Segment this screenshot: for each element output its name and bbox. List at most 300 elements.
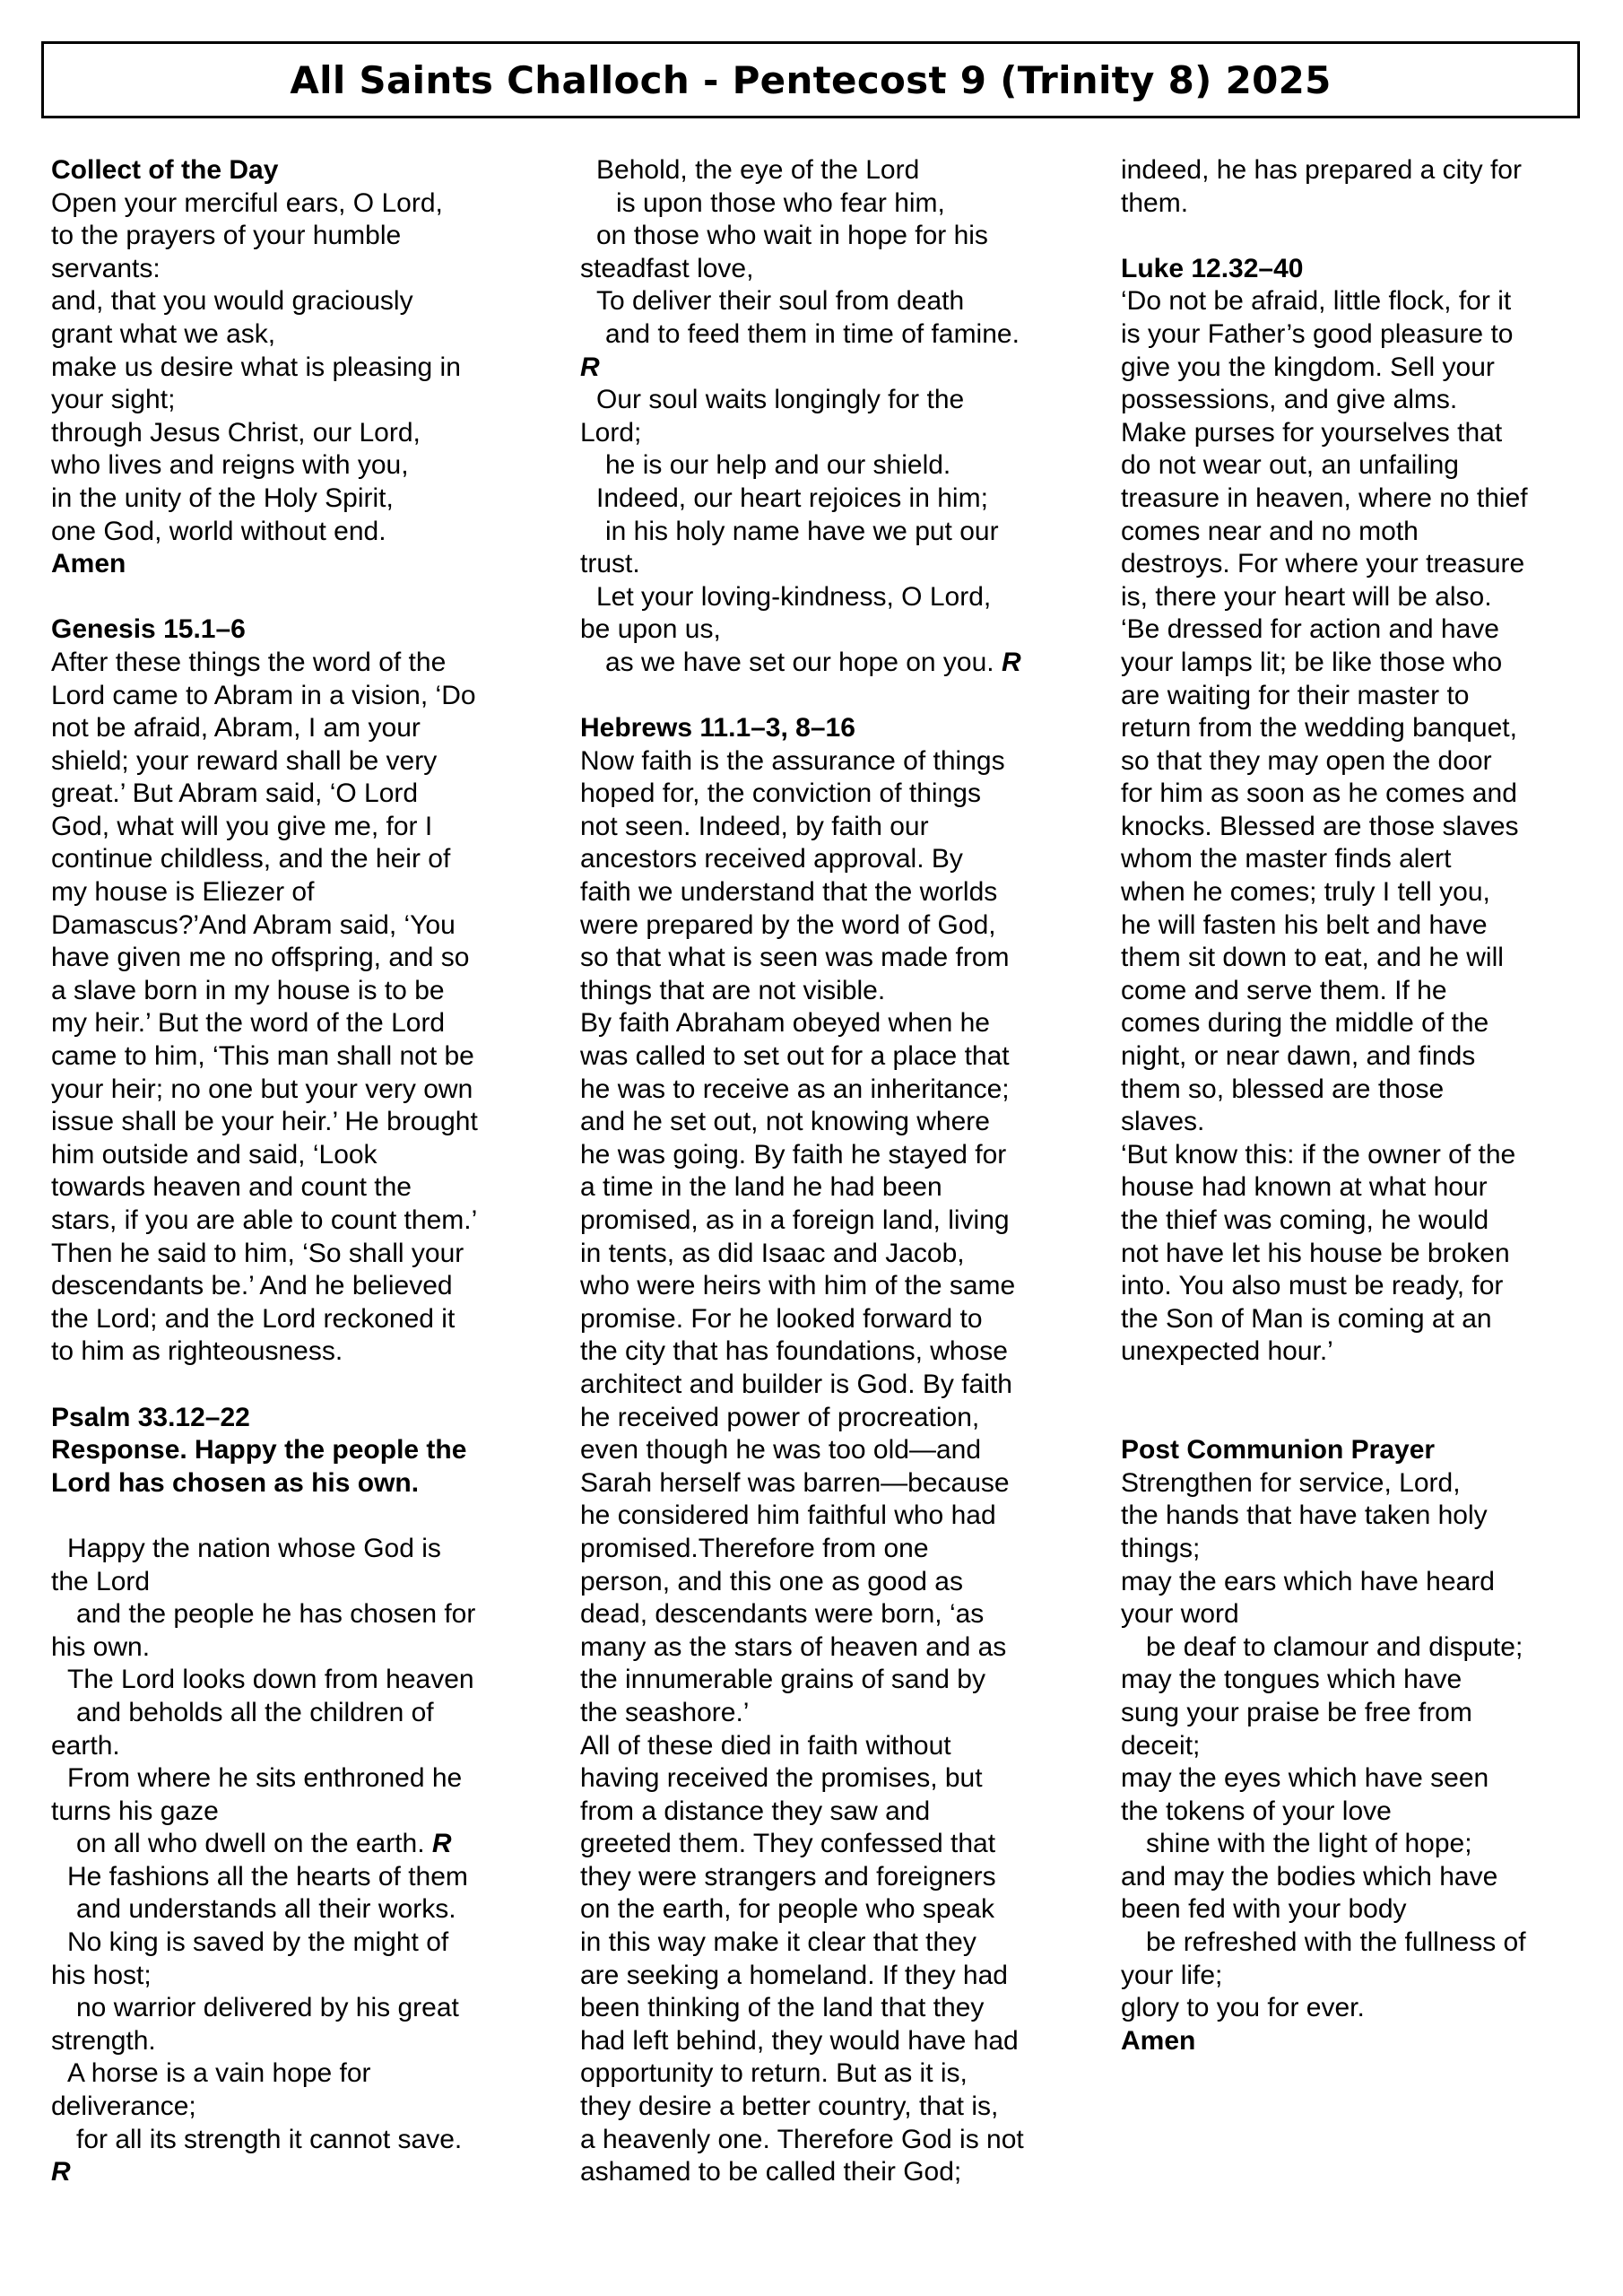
text-line — [580, 647, 1087, 680]
text-line — [580, 154, 1087, 187]
line-text: indeed, he has prepared a city for — [1121, 155, 1522, 185]
line-text: in tents, as did Isaac and Jacob, — [580, 1238, 965, 1268]
text-line — [1121, 843, 1596, 876]
text-line — [580, 220, 1087, 253]
line-text: the hands that have taken holy — [1121, 1500, 1488, 1531]
text-line — [580, 942, 1087, 975]
text-line — [51, 745, 553, 778]
text-line — [580, 581, 1087, 614]
text-line — [51, 516, 553, 549]
line-text: the Son of Man is coming at an — [1121, 1303, 1492, 1334]
text-line — [580, 2091, 1087, 2124]
text-line — [51, 811, 553, 844]
line-text: great.’ But Abram said, ‘O Lord — [51, 778, 419, 809]
response-marker: R — [431, 1829, 452, 1859]
text-line — [1121, 942, 1596, 975]
section-heading — [580, 712, 1087, 745]
text-line — [51, 253, 553, 286]
line-text: whom the master finds alert — [1121, 844, 1452, 874]
line-text: deliverance; — [51, 2092, 196, 2122]
text-line — [51, 1303, 553, 1336]
line-text: Sarah herself was barren—because — [580, 1467, 1010, 1498]
text-line — [51, 449, 553, 483]
line-text: and to feed them in time of famine. — [605, 318, 1020, 349]
text-line — [1121, 712, 1596, 745]
section-heading — [51, 1434, 553, 1467]
line-gap — [1121, 1369, 1596, 1402]
line-text: he received power of procreation, — [580, 1402, 980, 1432]
line-text: things that are not visible. — [580, 975, 886, 1005]
line-text: him outside and said, ‘Look — [51, 1139, 378, 1170]
line-text: and beholds all the children of — [76, 1697, 434, 1727]
text-line — [51, 1828, 553, 1861]
text-line — [580, 975, 1087, 1008]
line-text: ‘Be dressed for action and have — [1121, 614, 1499, 645]
line-text: Genesis 15.1–6 — [51, 614, 246, 645]
line-text: No king is saved by the might of — [67, 1927, 449, 1958]
line-text: Lord came to Abram in a vision, ‘Do — [51, 680, 476, 710]
line-text: Damascus?’And Abram said, ‘You — [51, 909, 456, 940]
text-line — [51, 1926, 553, 1960]
text-line — [580, 1434, 1087, 1467]
text-line — [51, 712, 553, 745]
line-text: Let your loving-kindness, O Lord, — [596, 581, 992, 612]
text-line — [580, 2124, 1087, 2157]
line-text: and, that you would graciously — [51, 286, 413, 317]
line-text: Now faith is the assurance of things — [580, 745, 1005, 776]
text-line — [580, 318, 1087, 352]
text-line — [580, 449, 1087, 483]
text-line — [580, 876, 1087, 909]
text-line — [580, 1960, 1087, 1993]
text-line — [51, 1238, 553, 1271]
line-text: the Lord; and the Lord reckoned it — [51, 1303, 456, 1334]
line-text: He fashions all the hearts of them — [67, 1861, 468, 1892]
text-line — [580, 909, 1087, 943]
line-text: his own. — [51, 1631, 151, 1662]
line-text: Then he said to him, ‘So shall your — [51, 1238, 464, 1268]
line-text: Open your merciful ears, O Lord, — [51, 187, 443, 218]
text-line — [51, 1270, 553, 1303]
line-text: in this way make it clear that they — [580, 1927, 976, 1958]
line-text: the Lord — [51, 1566, 151, 1596]
text-line — [580, 1467, 1087, 1500]
line-text: Response. Happy the people the — [51, 1435, 467, 1465]
line-text: they desire a better country, that is, — [580, 2092, 999, 2122]
line-text: promised.Therefore from one — [580, 1533, 929, 1563]
line-text: come and serve them. If he — [1121, 975, 1447, 1005]
text-line — [1121, 1893, 1596, 1926]
line-text: greeted them. They confessed that — [580, 1829, 996, 1859]
text-line — [580, 352, 1087, 385]
text-line — [1121, 975, 1596, 1008]
text-line — [1121, 1500, 1596, 1533]
text-line — [1121, 680, 1596, 713]
line-text: on the earth, for people who speak — [580, 1894, 994, 1925]
text-line — [580, 2156, 1087, 2189]
text-line — [51, 1730, 553, 1763]
text-line — [51, 1762, 553, 1796]
line-text: came to him, ‘This man shall not be — [51, 1041, 474, 1072]
line-text: who lives and reigns with you, — [51, 450, 409, 481]
line-text: the thief was coming, he would — [1121, 1205, 1489, 1235]
text-line — [51, 1697, 553, 1730]
line-text: Lord; — [580, 417, 642, 448]
text-line — [51, 680, 553, 713]
line-text: turns his gaze — [51, 1796, 219, 1826]
line-text: comes during the middle of the — [1121, 1008, 1489, 1039]
line-text: was called to set out for a place that — [580, 1041, 1010, 1072]
line-text: your sight; — [51, 385, 176, 415]
text-line — [1121, 1139, 1596, 1172]
line-text: in the unity of the Holy Spirit, — [51, 483, 394, 513]
text-line — [1121, 154, 1596, 187]
text-line — [1121, 1730, 1596, 1763]
line-text: destroys. For where your treasure — [1121, 549, 1525, 579]
text-line — [1121, 811, 1596, 844]
page-title: All Saints Challoch - Pentecost 9 (Trinity 8) 2025 — [41, 41, 1580, 118]
line-text: glory to you for ever. — [1121, 1993, 1365, 2023]
line-text: From where he sits enthroned he — [67, 1763, 463, 1794]
text-line — [51, 483, 553, 516]
text-line — [580, 778, 1087, 811]
line-text: been thinking of the land that they — [580, 1993, 985, 2023]
line-text: having received the promises, but — [580, 1763, 983, 1794]
line-text: ancestors received approval. By — [580, 844, 963, 874]
line-text: for him as soon as he comes and — [1121, 778, 1517, 809]
text-line — [51, 942, 553, 975]
line-text: promise. For he looked forward to — [580, 1303, 983, 1334]
line-text: descendants be.’ And he believed — [51, 1271, 453, 1301]
text-line — [1121, 1762, 1596, 1796]
line-text: Make purses for yourselves that — [1121, 417, 1503, 448]
text-line — [1121, 516, 1596, 549]
line-text: not be afraid, Abram, I am your — [51, 713, 421, 744]
line-text: are seeking a homeland. If they had — [580, 1960, 1008, 1990]
text-line — [1121, 384, 1596, 417]
section-heading — [1121, 2025, 1596, 2058]
line-text: your heir; no one but your very own — [51, 1074, 473, 1104]
line-text: them so, blessed are those — [1121, 1074, 1445, 1104]
line-text: a time in the land he had been — [580, 1172, 942, 1203]
line-text: on all who dwell on the earth. — [76, 1829, 432, 1859]
line-text: he is our help and our shield. — [605, 450, 951, 481]
text-line — [580, 1631, 1087, 1665]
line-text: they were strangers and foreigners — [580, 1861, 996, 1892]
text-line — [1121, 1926, 1596, 1960]
text-line — [1121, 352, 1596, 385]
line-text: Indeed, our heart rejoices in him; — [596, 483, 988, 513]
column-1 — [51, 154, 553, 2189]
response-marker: R — [580, 352, 600, 382]
line-text: in his holy name have we put our — [605, 516, 999, 546]
text-line — [580, 2025, 1087, 2058]
text-line — [580, 1402, 1087, 1435]
text-line — [1121, 1335, 1596, 1369]
text-line — [580, 384, 1087, 417]
text-line — [580, 1533, 1087, 1566]
text-line — [51, 285, 553, 318]
line-text: house had known at what hour — [1121, 1172, 1488, 1203]
text-line — [580, 1566, 1087, 1599]
line-text: things; — [1121, 1533, 1201, 1563]
text-line — [1121, 778, 1596, 811]
text-line — [51, 2057, 553, 2091]
text-line — [51, 1796, 553, 1829]
line-text: give you the kingdom. Sell your — [1121, 352, 1495, 382]
line-text: ‘But know this: if the owner of the — [1121, 1139, 1516, 1170]
text-line — [51, 352, 553, 385]
text-line — [580, 1106, 1087, 1139]
text-line — [51, 1992, 553, 2025]
line-text: Post Communion Prayer — [1121, 1435, 1436, 1465]
text-line — [1121, 449, 1596, 483]
line-text: possessions, and give alms. — [1121, 385, 1458, 415]
text-line — [1121, 285, 1596, 318]
text-line — [580, 1270, 1087, 1303]
text-line — [51, 1335, 553, 1369]
text-line — [580, 1762, 1087, 1796]
text-line — [51, 1074, 553, 1107]
line-text: and understands all their works. — [76, 1894, 456, 1925]
text-line — [1121, 1631, 1596, 1665]
text-line — [51, 843, 553, 876]
line-text: shine with the light of hope; — [1146, 1829, 1472, 1859]
text-line — [51, 1139, 553, 1172]
line-text: ‘Do not be afraid, little flock, for it — [1121, 286, 1512, 317]
text-line — [1121, 1861, 1596, 1894]
line-text: your life; — [1121, 1960, 1223, 1990]
line-text: to him as righteousness. — [51, 1336, 343, 1367]
line-text: he considered him faithful who had — [580, 1500, 996, 1531]
line-text: even though he was too old—and — [580, 1435, 981, 1465]
line-text: be deaf to clamour and dispute; — [1146, 1631, 1523, 1662]
text-line — [1121, 1467, 1596, 1500]
text-line — [51, 1566, 553, 1599]
text-line — [1121, 647, 1596, 680]
text-line — [580, 1598, 1087, 1631]
line-text: slaves. — [1121, 1107, 1205, 1137]
line-gap — [1121, 220, 1596, 253]
line-text: your lamps lit; be like those who — [1121, 647, 1503, 677]
text-line — [51, 384, 553, 417]
text-line — [1121, 417, 1596, 450]
line-text: may the eyes which have seen — [1121, 1763, 1489, 1794]
text-line — [1121, 483, 1596, 516]
text-line — [1121, 1303, 1596, 1336]
text-line — [51, 975, 553, 1008]
text-line — [580, 1040, 1087, 1074]
line-text: trust. — [580, 549, 640, 579]
text-line — [51, 2091, 553, 2124]
text-line — [1121, 876, 1596, 909]
text-line — [1121, 1007, 1596, 1040]
line-text: promised, as in a foreign land, living — [580, 1205, 1010, 1235]
text-line — [1121, 1074, 1596, 1107]
line-text: dead, descendants were born, ‘as — [580, 1599, 985, 1630]
text-line — [1121, 1238, 1596, 1271]
text-line — [580, 843, 1087, 876]
text-line — [580, 2057, 1087, 2091]
line-text: do not wear out, an unfailing — [1121, 450, 1459, 481]
text-line — [1121, 1270, 1596, 1303]
text-line — [580, 1007, 1087, 1040]
line-text: the innumerable grains of sand by — [580, 1665, 985, 1695]
text-line — [51, 1533, 553, 1566]
column-2 — [580, 154, 1087, 2189]
line-text: a heavenly one. Therefore God is not — [580, 2124, 1024, 2154]
text-line — [51, 187, 553, 221]
text-line — [580, 1205, 1087, 1238]
line-text: sung your praise be free from — [1121, 1697, 1472, 1727]
line-text: Collect of the Day — [51, 155, 279, 185]
line-text: were prepared by the word of God, — [580, 909, 996, 940]
line-text: God, what will you give me, for I — [51, 811, 433, 841]
text-line — [1121, 1992, 1596, 2025]
text-line — [580, 483, 1087, 516]
line-text: shield; your reward shall be very — [51, 745, 438, 776]
line-text: them sit down to eat, and he will — [1121, 943, 1504, 973]
section-heading — [51, 1402, 553, 1435]
text-line — [1121, 1664, 1596, 1697]
section-heading — [51, 613, 553, 647]
line-text: as we have set our hope on you. — [605, 647, 1002, 677]
text-line — [1121, 1040, 1596, 1074]
text-line — [580, 417, 1087, 450]
line-text: faith we understand that the worlds — [580, 877, 998, 908]
line-text: treasure in heaven, where no thief — [1121, 483, 1528, 513]
text-line — [1121, 909, 1596, 943]
response-marker: R — [51, 2157, 71, 2187]
text-line — [1121, 1205, 1596, 1238]
line-text: them. — [1121, 187, 1189, 218]
line-text: and he set out, not knowing where — [580, 1107, 990, 1137]
line-text: been fed with your body — [1121, 1894, 1407, 1925]
text-line — [580, 1861, 1087, 1894]
line-text: is your Father’s good pleasure to — [1121, 318, 1514, 349]
text-line — [1121, 1106, 1596, 1139]
text-line — [580, 516, 1087, 549]
text-line — [1121, 1796, 1596, 1829]
line-text: he was going. By faith he stayed for — [580, 1139, 1007, 1170]
text-line — [51, 2025, 553, 2058]
text-line — [580, 1369, 1087, 1402]
line-text: Amen — [51, 549, 126, 579]
line-text: so that what is seen was made from — [580, 943, 1010, 973]
text-line — [51, 1007, 553, 1040]
text-line — [580, 1171, 1087, 1205]
line-text: my heir.’ But the word of the Lord — [51, 1008, 446, 1039]
text-line — [51, 2124, 553, 2157]
text-line — [51, 1893, 553, 1926]
text-line — [580, 1074, 1087, 1107]
line-text: your word — [1121, 1599, 1239, 1630]
text-line — [1121, 1697, 1596, 1730]
text-line — [580, 1238, 1087, 1271]
text-line — [580, 1139, 1087, 1172]
line-text: is upon those who fear him, — [616, 187, 945, 218]
text-line — [1121, 1960, 1596, 1993]
line-text: Hebrews 11.1–3, 8–16 — [580, 713, 855, 744]
line-text: earth. — [51, 1730, 120, 1761]
text-line — [580, 1828, 1087, 1861]
line-text: through Jesus Christ, our Lord, — [51, 417, 421, 448]
line-text: may the tongues which have — [1121, 1665, 1462, 1695]
line-text: the tokens of your love — [1121, 1796, 1392, 1826]
line-text: Strengthen for service, Lord, — [1121, 1467, 1461, 1498]
text-line — [51, 876, 553, 909]
text-line — [51, 2156, 553, 2189]
line-text: stars, if you are able to count them.’ — [51, 1205, 478, 1235]
text-line — [580, 745, 1087, 778]
line-text: All of these died in faith without — [580, 1730, 951, 1761]
text-line — [1121, 581, 1596, 614]
response-marker: R — [1001, 647, 1021, 677]
text-line — [1121, 548, 1596, 581]
line-text: are waiting for their master to — [1121, 680, 1470, 710]
text-line — [1121, 613, 1596, 647]
line-text: the city that has foundations, whose — [580, 1336, 1008, 1367]
line-text: for all its strength it cannot save. — [76, 2124, 463, 2154]
text-line — [1121, 1598, 1596, 1631]
line-text: steadfast love, — [580, 253, 754, 283]
text-line — [580, 1500, 1087, 1533]
line-text: knocks. Blessed are those slaves — [1121, 811, 1519, 841]
line-text: Luke 12.32–40 — [1121, 253, 1304, 283]
line-text: to the prayers of your humble — [51, 221, 402, 251]
line-text: Psalm 33.12–22 — [51, 1402, 250, 1432]
line-text: Amen — [1121, 2025, 1196, 2056]
text-line — [51, 647, 553, 680]
line-text: Behold, the eye of the Lord — [596, 155, 920, 185]
line-text: no warrior delivered by his great — [76, 1993, 459, 2023]
line-text: be upon us, — [580, 614, 721, 645]
text-line — [1121, 1533, 1596, 1566]
line-text: issue shall be your heir.’ He brought — [51, 1107, 478, 1137]
line-text: hoped for, the conviction of things — [580, 778, 981, 809]
line-text: many as the stars of heaven and as — [580, 1631, 1007, 1662]
text-line — [51, 909, 553, 943]
text-line — [51, 1171, 553, 1205]
line-gap — [51, 1369, 553, 1402]
text-line — [580, 1992, 1087, 2025]
line-text: have given me no offspring, and so — [51, 943, 470, 973]
line-text: Lord has chosen as his own. — [51, 1467, 420, 1498]
text-line — [51, 1960, 553, 1993]
line-text: who were heirs with him of the same — [580, 1271, 1016, 1301]
line-text: Happy the nation whose God is — [67, 1533, 441, 1563]
text-line — [1121, 745, 1596, 778]
text-line — [580, 1893, 1087, 1926]
text-line — [1121, 1566, 1596, 1599]
line-text: person, and this one as good as — [580, 1566, 963, 1596]
text-line — [1121, 1828, 1596, 1861]
text-line — [51, 1861, 553, 1894]
text-line — [1121, 318, 1596, 352]
column-3 — [1121, 154, 1596, 2057]
text-line — [51, 318, 553, 352]
line-text: is, there your heart will be also. — [1121, 581, 1492, 612]
text-line — [580, 811, 1087, 844]
line-text: After these things the word of the — [51, 647, 447, 677]
line-text: the seashore.’ — [580, 1697, 750, 1727]
line-text: and the people he has chosen for — [76, 1599, 476, 1630]
line-gap — [51, 581, 553, 614]
text-line — [51, 1631, 553, 1665]
text-line — [51, 1040, 553, 1074]
text-line — [580, 548, 1087, 581]
text-line — [580, 1796, 1087, 1829]
